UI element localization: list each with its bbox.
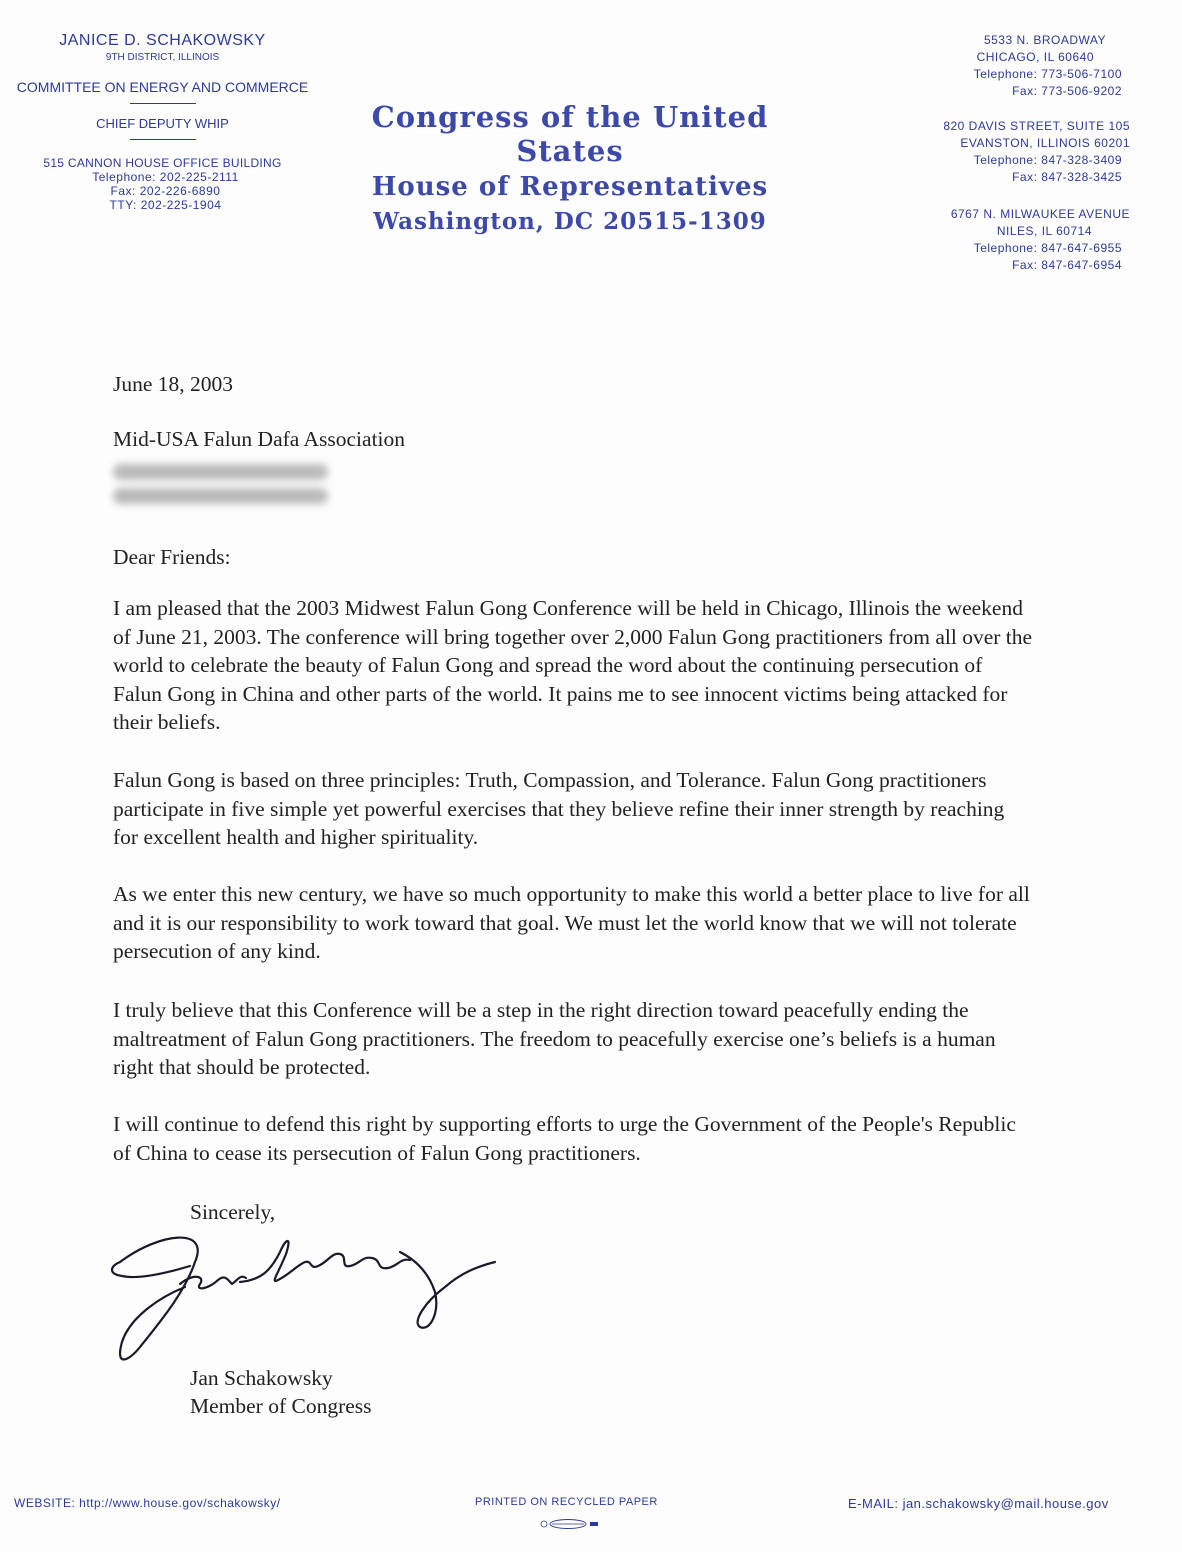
- member-district: 9TH DISTRICT, ILLINOIS: [105, 52, 220, 63]
- office-city: EVANSTON, ILLINOIS 60201: [960, 136, 1130, 150]
- dc-office-tty: TTY: 202-225-1904: [109, 198, 222, 212]
- paragraph: I will continue to defend this right by supporting efforts to urge the Government of the People's Republic of China to cease its persecution of Falun Gong practitioners.: [113, 1112, 1016, 1165]
- congress-heading: Congress of the United States: [371, 100, 769, 168]
- email-footer: E-MAIL: jan.schakowsky@mail.house.gov: [848, 1496, 1109, 1511]
- office-fax: Fax: 847-328-3425: [1012, 170, 1122, 184]
- divider: [130, 139, 196, 140]
- office-fax: Fax: 773-506-9202: [1012, 84, 1122, 98]
- paragraph: Falun Gong is based on three principles: Truth, Compassion, and Tolerance. Falun Gong practitioners participate in five simple yet powerful exercises that they believe refine their inner strength by reaching for excellent health and higher spirituality.: [113, 768, 1005, 850]
- recipient-name: Mid-USA Falun Dafa Association: [113, 427, 406, 451]
- letterhead-center: [330, 100, 810, 235]
- member-name: JANICE D. SCHAKOWSKY: [59, 32, 266, 49]
- office-street: 820 DAVIS STREET, SUITE 105: [943, 119, 1130, 133]
- paragraph: I truly believe that this Conference will be a step in the right direction toward peacefully ending the maltreatment of Falun Gong practitioners. The freedom to peacefully exercise one’s beliefs is a human right that should be protected.: [113, 998, 996, 1080]
- paragraph: I am pleased that the 2003 Midwest Falun Gong Conference will be held in Chicago, Illinois the weekend of June 21, 2003. The conference will bring together over 2,000 Falun Gong practitioners from all over the world to celebrate the beauty of Falun Gong and spread the word about the continuing persecution of Falun Gong in China and other parts of the world. It pains me to see innocent victims being attacked for their beliefs.: [113, 596, 1033, 735]
- office-city: CHICAGO, IL 60640: [976, 50, 1094, 64]
- handwritten-signature: [100, 1222, 520, 1372]
- member-role: CHIEF DEPUTY WHIP: [96, 116, 229, 131]
- office-block-niles: [950, 206, 1130, 274]
- redacted-address-line: [113, 464, 328, 480]
- website-footer: WEBSITE: http://www.house.gov/schakowsky/: [14, 1496, 281, 1510]
- committee: COMMITTEE ON ENERGY AND COMMERCE: [16, 79, 309, 95]
- office-telephone: Telephone: 773-506-7100: [973, 67, 1122, 81]
- closing: Sincerely,: [190, 1200, 276, 1224]
- office-street: 6767 N. MILWAUKEE AVENUE: [950, 207, 1130, 221]
- redacted-address-line: [113, 488, 328, 504]
- dc-office-fax: Fax: 202-226-6890: [110, 184, 221, 198]
- dc-office-telephone: Telephone: 202-225-2111: [92, 170, 239, 184]
- divider: [130, 103, 196, 104]
- office-telephone: Telephone: 847-647-6955: [973, 241, 1122, 255]
- letterhead-left: [0, 32, 325, 212]
- house-heading: House of Representatives: [371, 172, 769, 202]
- signer-title: Member of Congress: [190, 1394, 372, 1418]
- paragraph: As we enter this new century, we have so much opportunity to make this world a better place to live for all and it is our responsibility to work toward that goal. We must let the world know that we will not tolerate persecution of any kind.: [113, 882, 1030, 964]
- letter-date: June 18, 2003: [113, 372, 234, 396]
- salutation: Dear Friends:: [113, 545, 231, 569]
- office-city: NILES, IL 60714: [996, 224, 1092, 238]
- dc-office-address: 515 CANNON HOUSE OFFICE BUILDING: [43, 156, 282, 170]
- recycled-paper-note: PRINTED ON RECYCLED PAPER: [475, 1496, 658, 1508]
- office-block-chicago: [974, 32, 1122, 100]
- signer-name: Jan Schakowsky: [190, 1366, 333, 1390]
- office-telephone: Telephone: 847-328-3409: [973, 153, 1122, 167]
- union-bug-icon: [538, 1518, 602, 1530]
- office-block-evanston: [943, 118, 1130, 186]
- washington-address: Washington, DC 20515-1309: [373, 208, 767, 235]
- office-fax: Fax: 847-647-6954: [1012, 258, 1122, 272]
- office-street: 5533 N. BROADWAY: [983, 33, 1106, 47]
